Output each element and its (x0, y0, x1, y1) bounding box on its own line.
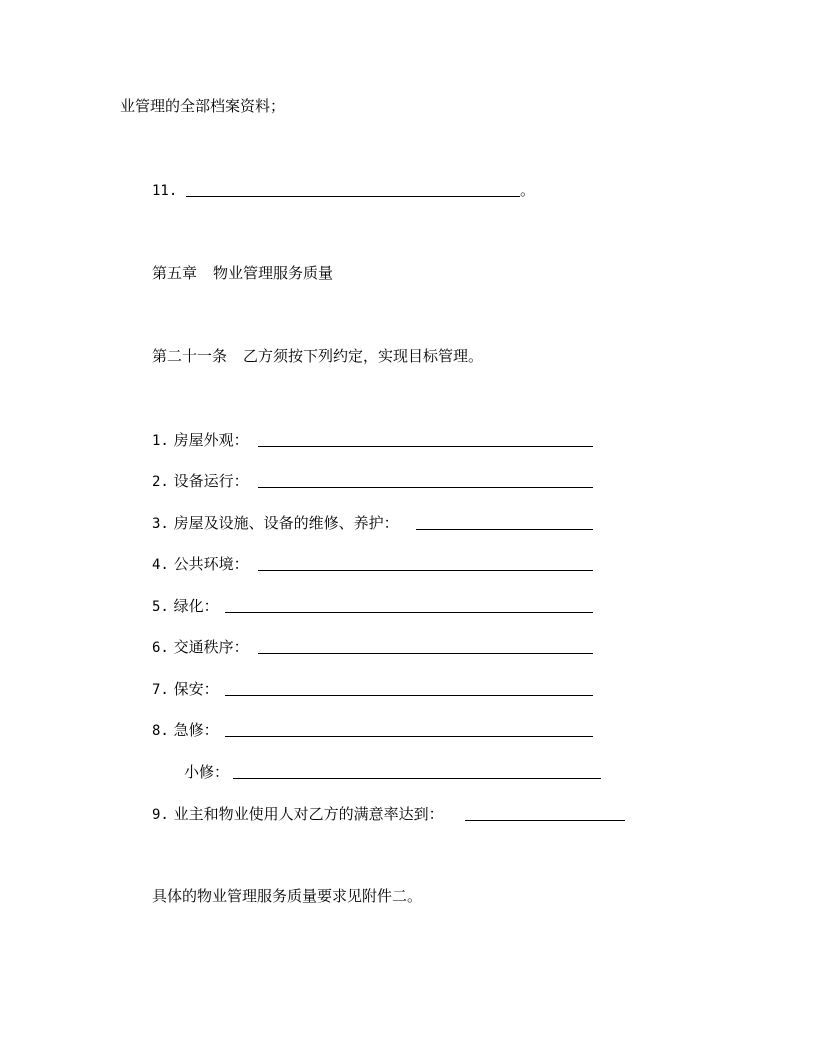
article-text: 乙方须按下列约定，实现目标管理。 (243, 347, 484, 365)
item-number: 2. (152, 474, 169, 490)
item-7 (152, 679, 219, 699)
item-11-blank (186, 196, 520, 197)
chapter-title: 物业管理服务质量 (213, 264, 334, 282)
item-5 (152, 596, 219, 616)
item-9-blank (465, 820, 625, 821)
item-number: 9. (152, 807, 169, 823)
item-8-blank (225, 736, 593, 737)
item-11-number: 11. (152, 183, 178, 199)
item-label: 交通秩序： (173, 638, 249, 656)
item-6-blank (258, 653, 593, 654)
item-label: 急修： (173, 721, 219, 739)
item-label: 绿化： (173, 597, 219, 615)
item-label: 设备运行： (173, 472, 249, 490)
item-3 (152, 513, 399, 533)
item-number: 1. (152, 433, 169, 449)
item-label: 房屋外观： (173, 431, 249, 449)
item-4 (152, 554, 249, 574)
item-1 (152, 430, 249, 450)
item-11-trailing: 。 (520, 181, 536, 199)
item-1-blank (258, 446, 593, 447)
item-number: 4. (152, 557, 169, 573)
item-number: 6. (152, 640, 169, 656)
article-number: 第二十一条 (152, 347, 228, 365)
continuation-text: 业管理的全部档案资料； (120, 97, 286, 115)
item-label: 房屋及设施、设备的维修、养护： (173, 514, 399, 532)
item-7-blank (225, 695, 593, 696)
closing-text: 具体的物业管理服务质量要求见附件二。 (152, 887, 423, 905)
item-label: 公共环境： (173, 555, 249, 573)
item-4-blank (258, 570, 593, 571)
chapter-number: 第五章 (152, 264, 198, 282)
item-6 (152, 637, 249, 657)
item-8-sub (184, 762, 229, 782)
item-8-sub-blank (233, 778, 601, 779)
item-number: 7. (152, 682, 169, 698)
item-2 (152, 471, 249, 491)
item-number: 5. (152, 599, 169, 615)
item-3-blank (416, 529, 593, 530)
item-8 (152, 720, 219, 740)
item-label: 业主和物业使用人对乙方的满意率达到： (173, 805, 444, 823)
item-number: 8. (152, 723, 169, 739)
item-label: 小修： (184, 763, 230, 781)
item-11 (152, 180, 177, 200)
item-label: 保安： (173, 680, 219, 698)
article-21 (152, 346, 483, 366)
item-5-blank (225, 612, 593, 613)
item-9 (152, 804, 444, 824)
chapter-heading (152, 263, 333, 283)
item-2-blank (258, 487, 593, 488)
item-number: 3. (152, 516, 169, 532)
